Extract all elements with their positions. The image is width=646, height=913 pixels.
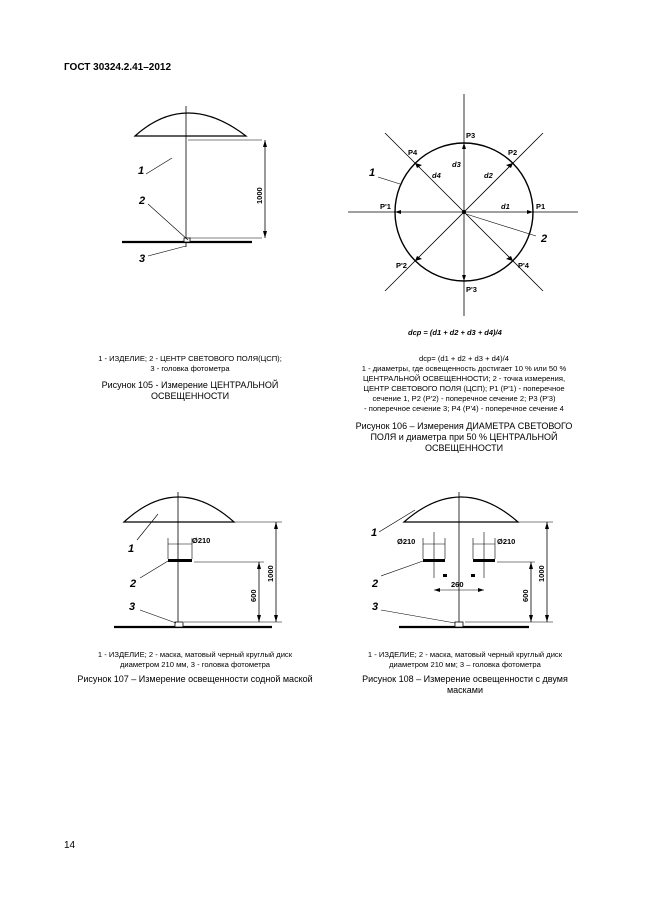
dimension-600: 600 [249,589,258,602]
figure-107-diagram [104,484,294,632]
photometer-head [455,622,463,627]
diameter-d2: d2 [484,171,493,180]
legend-formula: dср= (d1 + d2 + d3 + d4)/4 [419,354,509,363]
point-p1-prime: P'1 [380,202,391,211]
dimension-1000: 1000 [255,187,264,204]
figure-106-legend [332,354,596,414]
label-2: 2 [139,195,146,207]
diameter-d4: d4 [432,171,441,180]
label-3: 3 [372,601,379,613]
legend-line: 1 - ИЗДЕЛИЕ; 2 - ЦЕНТР СВЕТОВОГО ПОЛЯ(ЦСП); [98,354,282,363]
center-point [462,210,466,214]
point-p1: P1 [536,202,546,211]
figure-107-title: Рисунок 107 – Измерение освещенности содной маской [77,674,313,684]
figure-105-title: Рисунок 105 - Измерение ЦЕНТРАЛЬНОЙ ОСВЕЩЕННОСТИ [101,380,279,401]
legend-line: ЦЕНТРАЛЬНОЙ ОСВЕЩЕННОСТИ; 2 - точка измерения, [362,374,566,383]
mask-right-diameter: Ø210 [497,537,516,546]
point-p4-prime: P'4 [518,261,529,270]
legend-line: 1 - ИЗДЕЛИЕ; 2 - маска, матовый черный круглый диск [97,650,293,659]
dimension-600: 600 [521,589,530,602]
luminaire-shape [124,497,234,522]
legend-line: 1 - ИЗДЕЛИЕ; 2 - маска, матовый черный круглый диск [367,650,563,659]
label-2: 2 [372,578,379,590]
legend-line: диаметром 210 мм; 3 – головка фотометра [389,660,541,669]
mask-left-diameter: Ø210 [397,537,416,546]
mask-disk-left [423,559,445,562]
diameter-d3: d3 [452,160,461,169]
legend-line: ЦЕНТР СВЕТОВОГО ПОЛЯ (ЦСП); P1 (P'1) - поперечное [363,384,565,393]
mask-disk-right [473,559,495,562]
page-number: 14 [64,840,76,851]
point-p2: P2 [508,148,518,157]
mask-disk [168,559,192,562]
label-1: 1 [128,543,135,555]
figure-107-legend [60,650,330,670]
figure-105-diagram [110,92,270,272]
label-2: 2 [130,578,137,590]
label-1: 1 [138,165,145,177]
figure-108-legend [330,650,600,670]
legend-line: сечение 1, P2 (P'2) - поперечное сечение 2; P3 (P'3) [372,394,556,403]
point-p2-prime: P'2 [396,261,407,270]
point-p3: P3 [466,131,476,140]
luminaire-shape [135,113,246,136]
luminaire-shape [404,497,518,522]
dimension-1000: 1000 [537,565,546,582]
point-p4: P4 [408,148,418,157]
spacing-260: 260 [451,580,464,589]
figure-106-diagram [340,92,590,342]
label-1: 1 [371,527,378,539]
point-p3-prime: P'3 [466,285,477,294]
legend-line: - поперечное сечение 3; P4 (P'4) - поперечное сечение 4 [364,404,564,413]
label-1: 1 [369,167,376,179]
photometer-head [175,622,183,627]
figure-108-diagram [355,484,565,632]
dimension-1000: 1000 [266,565,275,582]
label-2: 2 [541,233,548,245]
diameter-d1: d1 [501,202,510,211]
legend-line: диаметром 210 мм, 3 - головка фотометра [119,660,271,669]
mask-diameter-label: Ø210 [192,536,211,545]
legend-line: 1 - диаметры, где освещенность достигает 10 % или 50 % [361,364,567,373]
photometer-head [184,238,190,242]
label-3: 3 [139,253,146,265]
formula: dср = (d1 + d2 + d3 + d4)/4 [408,328,502,337]
label-3: 3 [129,601,136,613]
figure-106-title: Рисунок 106 – Измерения ДИАМЕТРА СВЕТОВОГО ПОЛЯ и диаметра при 50 % ЦЕНТРАЛЬНОЙ ОСВЕЩЕННОСТИ [355,421,573,453]
legend-line: 3 - головка фотометра [150,364,230,373]
document-header: ГОСТ 30324.2.41–2012 [64,62,172,73]
figure-105-legend [60,354,320,374]
figure-108-title: Рисунок 108 – Измерение освещенности с двумя масками [362,674,568,695]
